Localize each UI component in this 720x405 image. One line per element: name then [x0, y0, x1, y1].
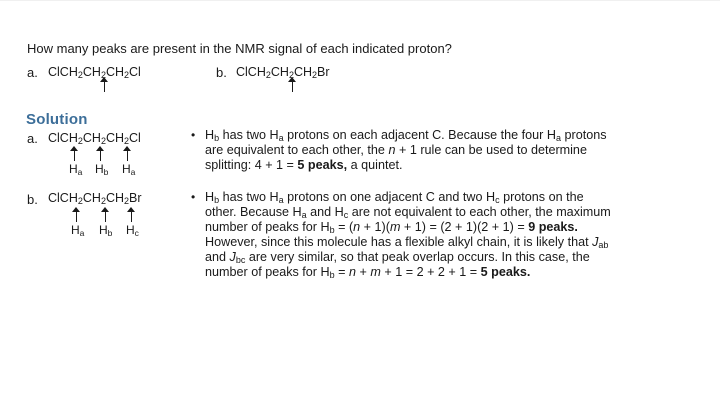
sol-a-arrow-3-icon [123, 146, 133, 161]
part-a-formula: $ClCH_2CH_2CH_2Cl$ [48, 65, 141, 80]
sol-b-label-1: $H_a$ [71, 223, 85, 238]
part-b-arrow-icon [288, 77, 298, 92]
sol-b-line-3: number of peaks for $H_b = (n + 1)(m + 1) = (2 + 1)(2 + 1) = 9$ peaks. [205, 220, 578, 235]
sol-b-explanation [205, 190, 685, 280]
part-b-formula: $ClCH_2CH_2CH_2Br$ [236, 65, 330, 80]
sol-a-label-1: $H_a$ [69, 162, 83, 177]
sol-b-bullet: • [191, 190, 196, 204]
sol-b-arrow-2-icon [101, 207, 111, 222]
part-b-letter: b. [216, 65, 227, 80]
sol-a-explanation [205, 128, 685, 173]
sol-a-letter: a. [27, 131, 38, 146]
sol-a-line-3: splitting: 4 + 1 = 5 peaks, a quintet. [205, 158, 403, 172]
slide-edge [0, 0, 720, 1]
sol-b-letter: b. [27, 192, 38, 207]
sol-b-formula: $ClCH_2CH_2CH_2Br$ [48, 191, 142, 206]
sol-a-line-2: are equivalent to each other, the n + 1 rule can be used to determine [205, 143, 587, 157]
sol-b-arrow-3-icon [127, 207, 137, 222]
sol-a-label-3: $H_a$ [122, 162, 136, 177]
sol-a-line-1: $H_b$ has two $H_a$ protons on each adjacent C. Because the four $H_a$ protons [205, 128, 607, 143]
sol-b-line-4: However, since this molecule has a flexible alkyl chain, it is likely that $J_{ab}$ [205, 235, 609, 250]
question-text: How many peaks are present in the NMR signal of each indicated proton? [27, 41, 452, 56]
solution-heading: Solution [26, 111, 88, 128]
sol-a-arrow-2-icon [96, 146, 106, 161]
sol-b-arrow-1-icon [72, 207, 82, 222]
sol-b-label-2: $H_b$ [99, 223, 113, 238]
sol-a-label-2: $H_b$ [95, 162, 109, 177]
sol-a-formula: $ClCH_2CH_2CH_2Cl$ [48, 131, 141, 146]
sol-a-arrow-1-icon [70, 146, 80, 161]
sol-b-line-5: and $J_{bc}$ are very similar, so that peak overlap occurs. In this case, the [205, 250, 590, 265]
sol-b-line-2: other. Because $H_a$ and $H_c$ are not equivalent to each other, the maximum [205, 205, 611, 220]
sol-b-label-3: $H_c$ [126, 223, 139, 238]
sol-b-line-6: number of peaks for $H_b = n + m + 1 = 2 + 2 + 1 = 5$ peaks. [205, 265, 531, 280]
sol-b-line-1: $H_b$ has two $H_a$ protons on one adjacent C and two $H_c$ protons on the [205, 190, 584, 205]
sol-a-bullet: • [191, 128, 196, 142]
part-a-letter: a. [27, 65, 38, 80]
part-a-arrow-icon [100, 77, 110, 92]
